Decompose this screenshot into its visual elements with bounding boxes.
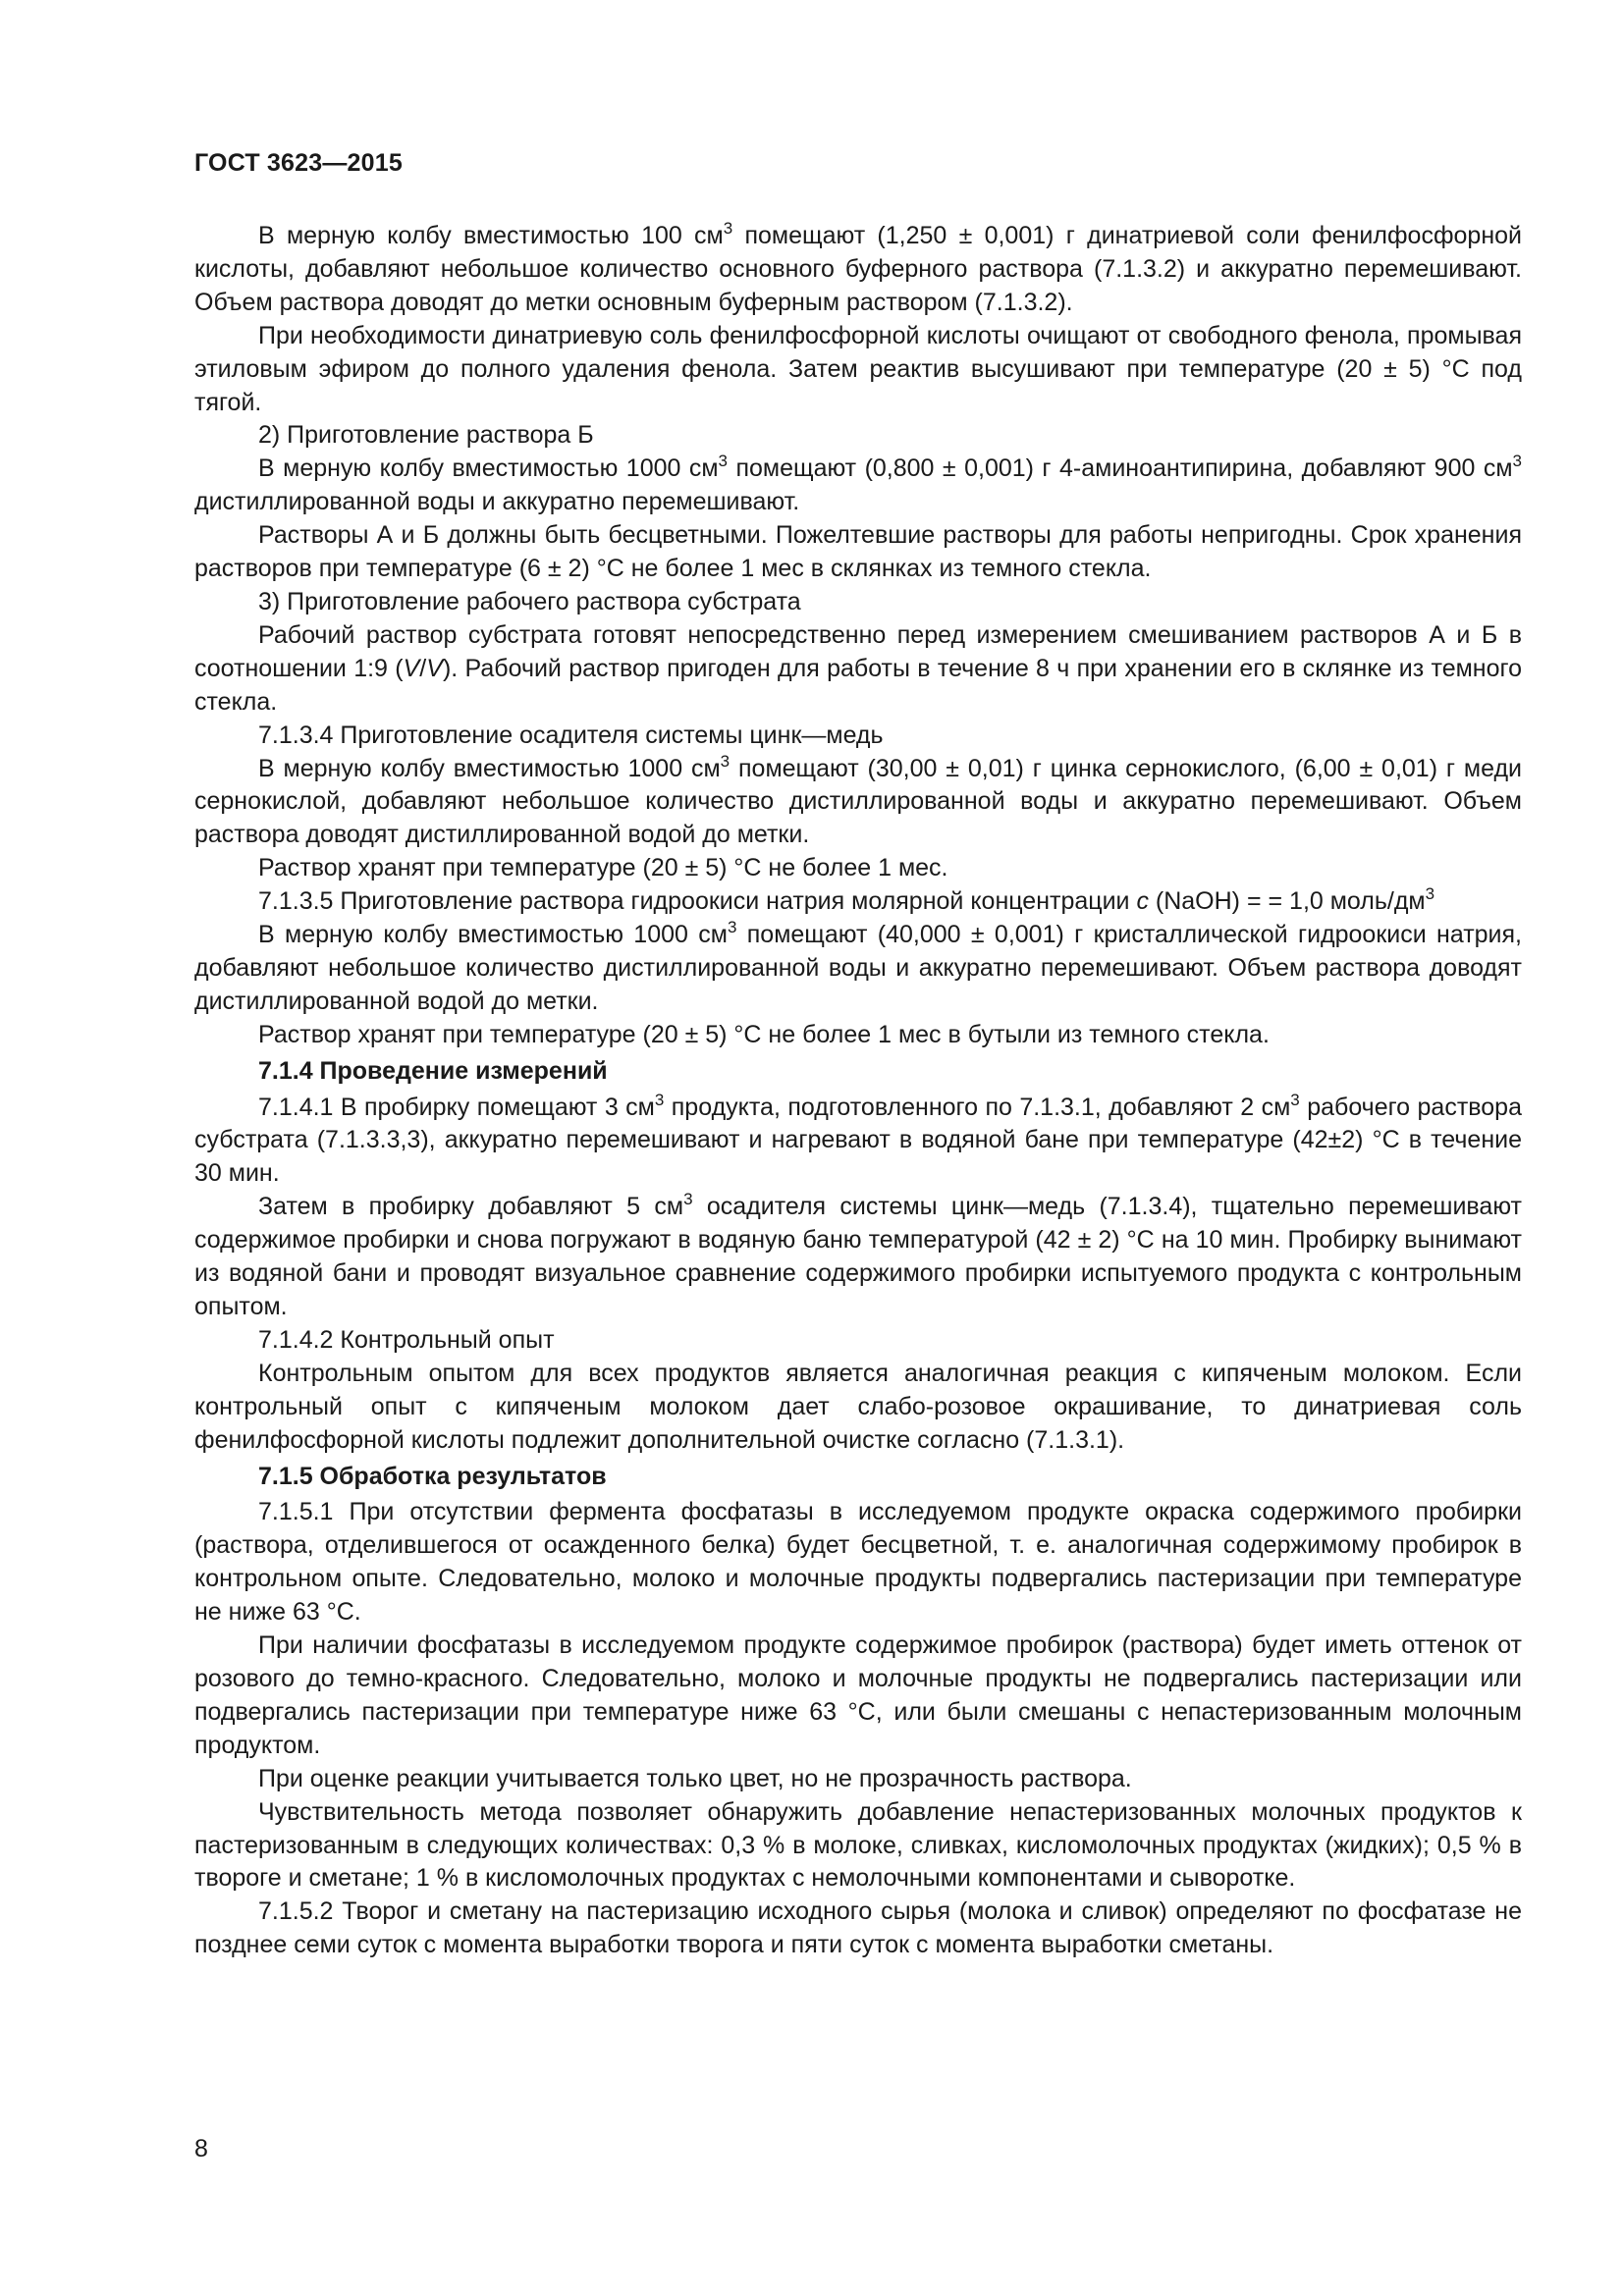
paragraph: 7.1.4.1 В пробирку помещают 3 $см^3$ продукта, подготовленного по 7.1.3.1, добавляют 2 $см^3$ рабочего раствора субстрата (7.1.3.3,3), аккуратно перемешивают и нагревают в водяной бане при температуре (42±2) °С в течение 30 мин. [194, 1090, 1522, 1188]
paragraph: При оценке реакции учитывается только цвет, но не прозрачность раствора. [258, 1764, 1132, 1792]
section-heading: 7.1.5 Обработка результатов [258, 1462, 607, 1490]
clause-heading: 7.1.3.4 Приготовление осадителя системы цинк—медь [258, 721, 884, 749]
paragraph: При необходимости динатриевую соль фенилфосфорной кислоты очищают от свободного фенола, промывая этиловым эфиром до полного удаления фенола. Затем реактив высушивают при температуре (20 ± 5) °С под тягой. [194, 321, 1522, 416]
paragraph: 7.1.5.2 Творог и сметану на пастеризацию исходного сырья (молока и сливок) определяют по фосфатазе не позднее семи суток с момента выработки творога и пяти суток с момента выработки сметаны. [194, 1897, 1522, 1959]
paragraph: Раствор хранят при температуре (20 ± 5) °С не более 1 мес в бутыли из темного стекла. [258, 1020, 1270, 1048]
paragraph: При наличии фосфатазы в исследуемом продукте содержимое пробирок (раствора) будет иметь оттенок от розового до темно-красного. Следовательно, молоко и молочные продукты не подвергались пастеризации или подвергались пастеризации при температуре ниже 63 °С, или были смешаны с непастеризованным молочным продуктом. [194, 1631, 1522, 1759]
paragraph-subheading: 3) Приготовление рабочего раствора субстрата [258, 587, 801, 615]
paragraph: 7.1.5.1 При отсутствии фермента фосфатазы в исследуемом продукте окраска содержимого пробирки (раствора, отделившегося от осажденного белка) будет бесцветной, т. е. аналогичная содержимому пробирок в контрольном опыте. Следовательно, молоко и молочные продукты подвергались пастеризации при температуре не ниже 63 °С. [194, 1498, 1522, 1627]
paragraph: В мерную колбу вместимостью 1000 $см^3$ помещают (40,000 ± 0,001) г кристаллической гидроокиси натрия, добавляют небольшое количество дистиллированной воды и аккуратно перемешивают. Объем раствора доводят дистиллированной водой до метки. [194, 918, 1522, 1015]
paragraph: Контрольным опытом для всех продуктов является аналогичная реакция с кипяченым молоком. Если контрольный опыт с кипяченым молоком дает слабо-розовое окрашивание, то динатриевая соль фенилфосфорной кислоты подлежит дополнительной очистке согласно (7.1.3.1). [194, 1359, 1522, 1454]
paragraph: Затем в пробирку добавляют 5 $см^3$ осадителя системы цинк—медь (7.1.3.4), тщательно перемешивают содержимое пробирки и снова погружают в водяную баню температурой (42 ± 2) °С на 10 мин. Пробирку вынимают из водяной бани и проводят визуальное сравнение содержимого пробирки испытуемого продукта с контрольным опытом. [194, 1190, 1522, 1320]
document-header: ГОСТ 3623—2015 [194, 149, 403, 177]
section-heading: 7.1.4 Проведение измерений [258, 1056, 608, 1085]
paragraph: Рабочий раствор субстрата готовят непосредственно перед измерением смешиванием растворов А и Б в соотношении 1:9 (V/V). Рабочий раствор пригоден для работы в течение 8 ч при хранении его в склянке из темного стекла. [194, 620, 1522, 716]
paragraph: Раствор хранят при температуре (20 ± 5) °С не более 1 мес. [258, 854, 948, 882]
paragraph: В мерную колбу вместимостью 1000 $см^3$ помещают (30,00 ± 0,01) г цинка сернокислого, (6,00 ± 0,01) г меди сернокислой, добавляют небольшое количество дистиллированной воды и аккуратно перемешивают. Объем раствора доводят дистиллированной водой до метки. [194, 751, 1522, 849]
paragraph-subheading: 2) Приготовление раствора Б [258, 421, 594, 450]
document-body [194, 220, 1522, 1962]
paragraph: Растворы А и Б должны быть бесцветными. Пожелтевшие растворы для работы непригодны. Срок хранения растворов при температуре (6 ± 2) °С не более 1 мес в склянках из темного стекла. [194, 521, 1522, 583]
clause-heading: 7.1.4.2 Контрольный опыт [258, 1325, 555, 1354]
paragraph: В мерную колбу вместимостью 1000 $см^3$ помещают (0,800 ± 0,001) г 4-аминоантипирина, добавляют 900 $см^3$ дистиллированной воды и аккуратно перемешивают. [194, 452, 1522, 516]
paragraph: В мерную колбу вместимостью 100 $см^3$ помещают (1,250 ± 0,001) г динатриевой соли фенилфосфорной кислоты, добавляют небольшое количество основного буферного раствора (7.1.3.2) и аккуратно перемешивают. Объем раствора доводят до метки основным буферным раствором (7.1.3.2). [194, 219, 1523, 316]
clause-heading: 7.1.3.5 Приготовление раствора гидроокиси натрия молярной концентрации c (NaOH) = = 1,0 моль/$дм^3$ [258, 884, 1435, 916]
paragraph: Чувствительность метода позволяет обнаружить добавление непастеризованных молочных продуктов к пастеризованным в следующих количествах: 0,3 % в молоке, сливках, кисломолочных продуктах (жидких); 0,5 % в твороге и сметане; 1 % в кисломолочных продуктах с немолочными компонентами и сыворотке. [194, 1797, 1522, 1893]
page-number: 8 [194, 2135, 208, 2163]
